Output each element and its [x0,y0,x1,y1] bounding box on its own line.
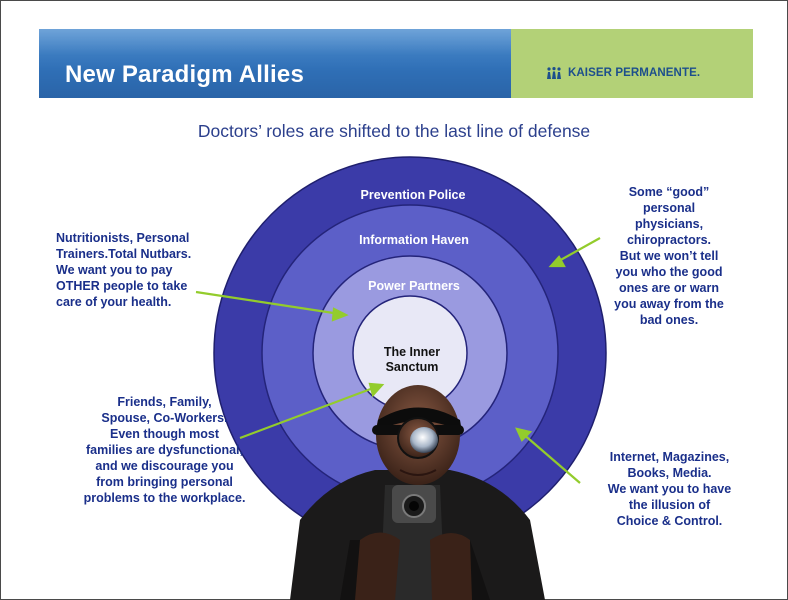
annotation-nutritionists: Nutritionists, Personal Trainers.Total Nutbars. We want you to pay OTHER people to take care of your health. [56,231,192,309]
logo-text: KAISER PERMANENTE. [568,67,701,79]
label-information-haven: Information Haven [359,233,469,247]
label-inner-sanctum-1: The Inner [383,345,441,359]
label-prevention-police: Prevention Police [360,188,466,202]
annotation-friends-family: Friends, Family, Spouse, Co-Workers. Even though most families are dysfunctional, and we discourage you from bringing personal problems to the workplace. [83,395,246,505]
annotation-good-physicians: Some “good” personal physicians, chiropractors. But we won’t tell you who the good ones are or warn you away from the bad ones. [614,185,724,327]
label-inner-sanctum-2: Sanctum [385,360,439,374]
slide-title: New Paradigm Allies [65,61,304,88]
label-power-partners: Power Partners [368,279,460,293]
slide-subtitle: Doctors’ roles are shifted to the last line of defense [197,121,591,141]
annotation-internet-media: Internet, Magazines, Books, Media. We want you to have the illusion of Choice & Control. [607,450,732,528]
